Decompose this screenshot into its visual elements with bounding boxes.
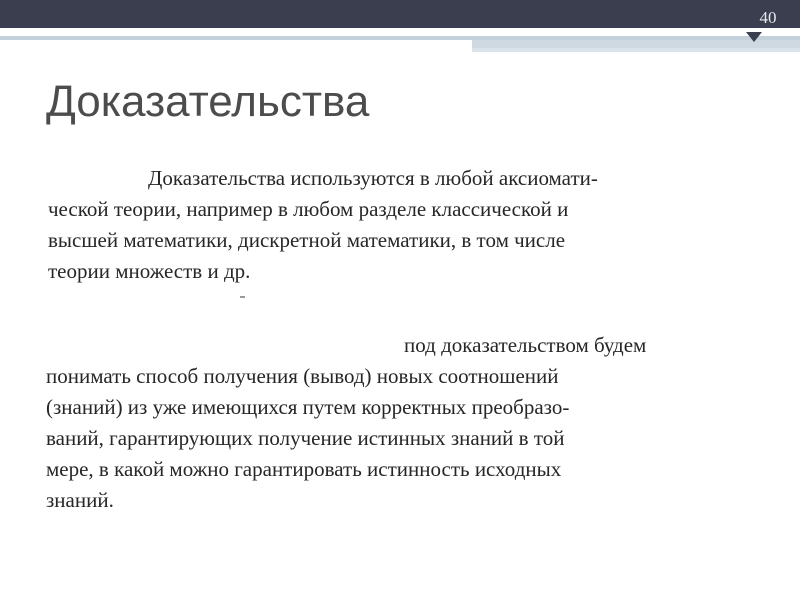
page-marker-triangle bbox=[746, 32, 762, 42]
header-bar bbox=[0, 0, 800, 28]
paragraph-definition bbox=[46, 330, 646, 516]
page-number: 40 bbox=[759, 8, 777, 27]
paragraph-line: Доказательства используются в любой аксиомати- bbox=[148, 166, 598, 190]
paragraph-line: знаний. bbox=[46, 488, 114, 512]
paragraph-line: понимать способ получения (вывод) новых соотношений bbox=[46, 364, 559, 388]
paragraph-line: мере, в какой можно гарантировать истинность исходных bbox=[46, 457, 562, 481]
scan-artifact bbox=[240, 296, 245, 298]
header-stripe-accent-light bbox=[472, 48, 800, 52]
paragraph-line: высшей математики, дискретной математики, в том числе bbox=[48, 228, 566, 252]
slide-title: Доказательства bbox=[46, 77, 370, 126]
paragraph-line: под доказательством будем bbox=[404, 333, 647, 357]
paragraph-line: ческой теории, например в любом разделе классической и bbox=[48, 197, 569, 221]
paragraph-line: ваний, гарантирующих получение истинных знаний в той bbox=[46, 426, 565, 450]
paragraph-line: (знаний) из уже имеющихся путем корректных преобразо- bbox=[46, 395, 570, 419]
paragraph-usage bbox=[48, 163, 598, 287]
paragraph-line: теории множеств и др. bbox=[48, 259, 251, 283]
